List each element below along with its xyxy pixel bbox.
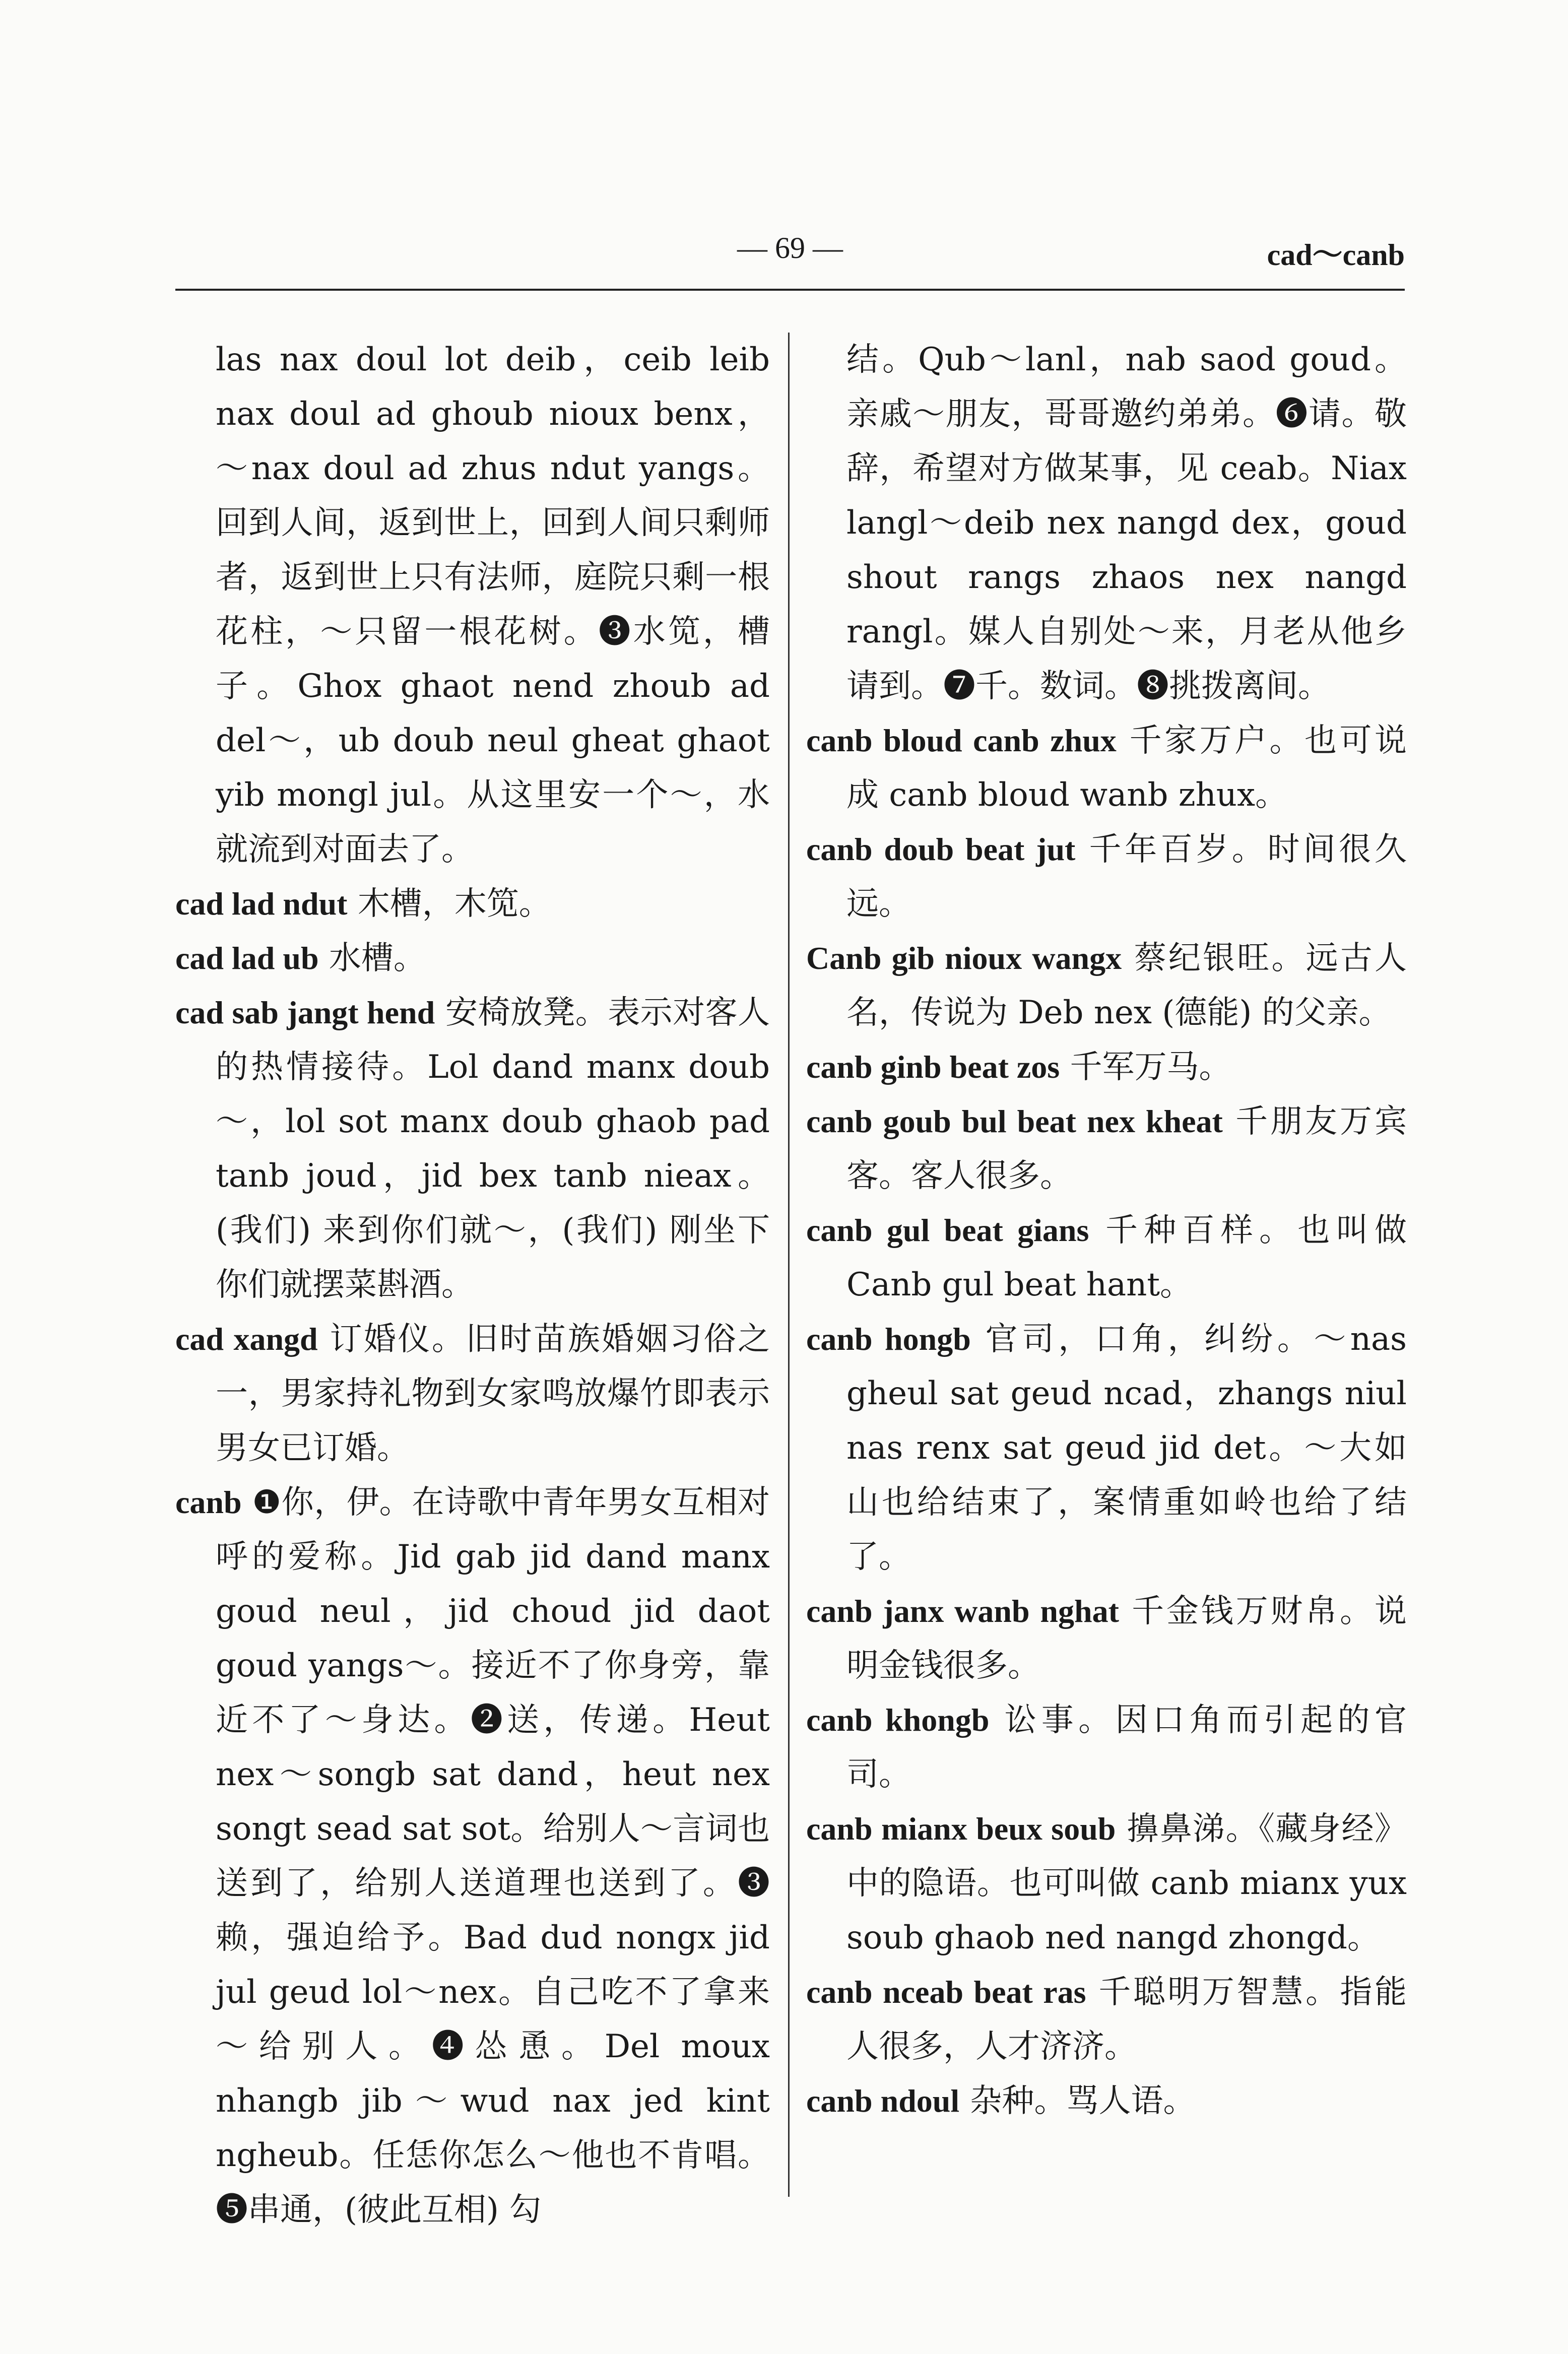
- right-column: [806, 333, 1407, 2207]
- page-header: [175, 222, 1405, 282]
- headword-range: cad～canb: [1267, 238, 1405, 272]
- entry-definition: 千家万户。也可说成 canb bloud wanb zhux。: [846, 722, 1407, 814]
- dictionary-entry: [806, 1584, 1407, 1693]
- dictionary-entry: [175, 986, 770, 1312]
- dictionary-entry: [175, 333, 770, 877]
- dictionary-entry: [806, 333, 1407, 713]
- column-divider: [788, 333, 790, 2197]
- dictionary-entry: [806, 1965, 1407, 2074]
- dictionary-entry: [806, 822, 1407, 931]
- entry-definition: 千年百岁。时间很久远。: [846, 831, 1407, 923]
- dictionary-entry: [175, 877, 770, 931]
- dictionary-entry: [806, 931, 1407, 1040]
- entry-definition: 蔡纪银旺。远古人名，传说为 Deb nex (德能) 的父亲。: [846, 940, 1407, 1031]
- entry-definition: 千军万马。: [1070, 1049, 1231, 1086]
- entry-headword: canb janx wanb nghat: [806, 1593, 1119, 1629]
- entry-headword: canb doub beat jut: [806, 831, 1076, 867]
- dictionary-entry: [806, 1802, 1407, 1965]
- entry-definition: 官司，口角，纠纷。～nas gheul sat geud ncad，zhangs niul nas renx sat geud jid det。～大如山也给结束了，案情重如岭也给了结了。: [846, 1321, 1407, 1576]
- entry-headword: cad lad ub: [175, 940, 319, 976]
- entry-definition: ❶你，伊。在诗歌中青年男女互相对呼的爱称。Jid gab jid dand manx goud neul，jid choud jid daot goud yangs～。接近不了你身旁，靠近不了～身达。❷送，传递。Heut nex～songb sat dand，heut nex songt sead sat sot。给别人～言词也送到了，给别人送道理也送到了。❸赖，强迫给予。Bad dud nongx jid jul geud lol～nex。自己吃不了拿来～给别人。❹怂恿。Del moux nhangb jib～wud nax jed kint ngheub。任恁你怎么～他也不肯唱。❺串通，(彼此互相) 勾: [216, 1484, 770, 2229]
- entry-headword: canb ndoul: [806, 2083, 960, 2119]
- entry-headword: cad lad ndut: [175, 886, 348, 922]
- entry-headword: canb goub bul beat nex kheat: [806, 1103, 1223, 1139]
- entry-definition: 杂种。骂人语。: [969, 2082, 1196, 2120]
- entry-definition: 千朋友万宾客。客人很多。: [846, 1103, 1407, 1195]
- entry-headword: canb gul beat gians: [806, 1212, 1089, 1248]
- page-number: — 69 —: [737, 231, 843, 265]
- dictionary-entry: [175, 1475, 770, 2237]
- dictionary-entry: [806, 1094, 1407, 1203]
- left-column: [175, 333, 770, 2229]
- entry-definition: las nax doul lot deib，ceib leib nax doul ad ghoub nioux benx，～nax doul ad zhus ndut yangs。回到人间，返到世上，回到人间只剩师者，返到世上只有法师，庭院只剩一根花柱，～只留一根花树。❸水笕，槽子。Ghox ghaot nend zhoub ad del～，ub doub neul gheat ghaot yib mongl jul。从这里安一个～，水就流到对面去了。: [216, 341, 770, 868]
- dictionary-entry: [175, 1312, 770, 1475]
- dictionary-entry: [806, 1040, 1407, 1094]
- entry-headword: canb mianx beux soub: [806, 1811, 1116, 1847]
- entry-definition: 水槽。: [329, 940, 426, 977]
- header-rule: [175, 289, 1405, 291]
- entry-definition: 千聪明万智慧。指能人很多，人才济济。: [846, 1974, 1407, 2065]
- entry-headword: canb bloud canb zhux: [806, 723, 1117, 758]
- entry-definition: 千金钱万财帛。说明金钱很多。: [846, 1593, 1407, 1684]
- entry-headword: Canb gib nioux wangx: [806, 940, 1122, 976]
- entry-definition: 木槽，木笕。: [357, 885, 551, 923]
- entry-headword: cad sab jangt hend: [175, 995, 435, 1030]
- entry-headword: canb khongb: [806, 1702, 990, 1738]
- dictionary-entry: [175, 931, 770, 986]
- dictionary-entry: [806, 1693, 1407, 1802]
- dictionary-entry: [806, 1203, 1407, 1312]
- entry-headword: canb nceab beat ras: [806, 1974, 1086, 2010]
- dictionary-entry: [806, 713, 1407, 822]
- entry-definition: 擤鼻涕。《藏身经》中的隐语。也可叫做 canb mianx yux soub ghaob ned nangd zhongd。: [846, 1810, 1407, 1956]
- entry-definition: 讼事。因口角而引起的官司。: [846, 1702, 1407, 1793]
- entry-headword: cad xangd: [175, 1321, 318, 1357]
- entry-headword: canb hongb: [806, 1321, 971, 1357]
- entry-definition: 千种百样。也叫做 Canb gul beat hant。: [846, 1212, 1407, 1303]
- entry-definition: 订婚仪。旧时苗族婚姻习俗之一，男家持礼物到女家鸣放爆竹即表示男女已订婚。: [216, 1321, 770, 1467]
- dictionary-entry: [806, 1312, 1407, 1584]
- dictionary-entry: [806, 2074, 1407, 2128]
- entry-definition: 安椅放凳。表示对客人的热情接待。Lol dand manx doub～，lol sot manx doub ghaob pad tanb joud，jid bex tanb nieax。(我们) 来到你们就～，(我们) 刚坐下你们就摆菜斟酒。: [216, 994, 770, 1303]
- entry-headword: canb ginb beat zos: [806, 1049, 1060, 1085]
- entry-definition: 结。Qub～lanl，nab saod goud。亲戚～朋友，哥哥邀约弟弟。❻请。敬辞，希望对方做某事，见 ceab。Niax langl～deib nex nangd dex，goud shout rangs zhaos nex nangd rangl。媒人自别处～来，月老从他乡请到。❼千。数词。❽挑拨离间。: [846, 341, 1407, 705]
- entry-headword: canb: [175, 1484, 242, 1520]
